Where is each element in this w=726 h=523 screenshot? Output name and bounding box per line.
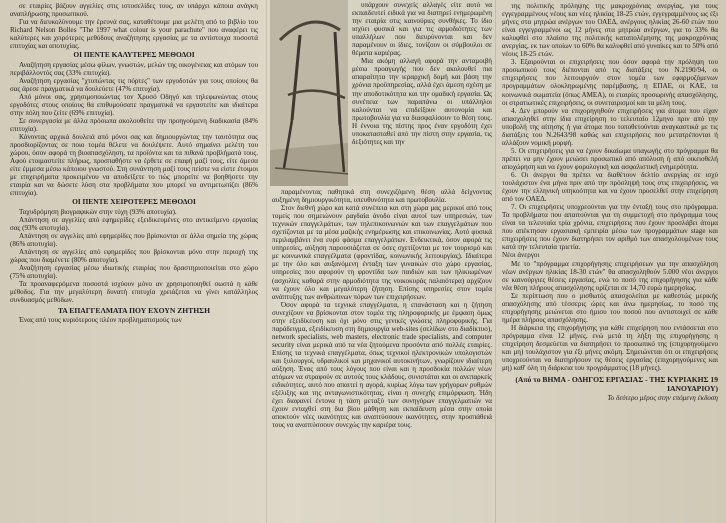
column-divider <box>266 0 267 523</box>
paragraph: Σε περίπτωση που ο μισθωτός απασχολείται με καθεστώς μερικής απασχόλησης από τέσσερις ώρες και άνω ημερησίως, το ποσό της επιχορήγησης μειώνεται στο ήμισυ του ποσού που αντιστοιχεί σε κάθε ημέρα πλήρους απασχόλησης. <box>502 291 718 324</box>
continued-note: Το δεύτερο μέρος στην επόμενη έκδοση <box>607 394 718 403</box>
new-unemployed-subheading: Νέοι άνεργοι <box>502 251 540 260</box>
paragraph: παραμένοντας παθητικά στη συνεχιζόμενη θέση αλλά δείχνοντας αυξημένη δημιουργικότητα, υπευθυνότητα και πρωτοβουλία. <box>272 188 492 205</box>
column-right <box>496 0 726 523</box>
paragraph: Με το "πρόγραμμα επιχορήγησης επιχειρήσεων για την απασχόληση νέων ανέργων ηλικίας 18-30 ετών" θα απασχοληθούν 5.000 νέοι άνεργοι σε καινούργιες θέσεις εργασίας, ενώ το ποσό της επιχορήγησης για κάθε νέα θέση πλήρους απασχόλησης ορίζεται σε 14,70 ευρώ ημερησίως. <box>502 259 718 292</box>
paragraph: 4. Δεν μπορούν να επιχορηγηθούν επιχειρήσεις για άτομα που είχαν απασχοληθεί στην ίδια επιχείρηση το τελευταίο 12μηνο πριν από την υποβολή της αίτησης ή για άτομα που τοποθετούνται αναγκαστικά με τις διατάξεις του Ν.2643/98 καθώς και επιχειρήσεις που μετατρέπονται ή αλλάζουν νομική μορφή. <box>502 106 718 147</box>
source-credit: (Από το ΒΗΜΑ - ΟΔΗΓΟΣ ΕΡΓΑΣΙΑΣ - ΤΗΣ ΚΥΡΙΑΚΗΣ 19 ΙΑΝΟΥΑΡΙΟΥ) <box>515 375 718 393</box>
paragraph: σε εταιρίες βάζουν αγγελίες στις ιστοσελίδες τους, αν υπάρχει κάποια ανάγκη αναπλήρωσης προσωπικού. <box>10 2 258 19</box>
list-item: Απάντηση σε αγγελίες από εφημερίδες εξειδικευμένες στο αντικείμενο εργασίας σας (93% αποτυχία). <box>10 215 258 232</box>
photo-overlay-text <box>348 0 494 186</box>
column-middle-text <box>270 186 494 523</box>
paragraph: Η διάρκεια της επιχορήγησης για κάθε επιχείρηση που εντάσσεται στο πρόγραμμα είναι 12 μήνες, ενώ μετά τη λήξη της επιχορήγησης η επιχείρηση δεσμεύεται να διατηρήσει το προσωπικό της (επιχορηγούμενο και μη) τουλάχιστον για έξι μήνες ακόμη. Σημειώνεται ότι οι επιχειρήσεις υποχρεούνται να διατηρήσουν τις θέσεις εργασίας (επιχορηγούμενες και μη) καθ' όλη τη διάρκεια του προγράμματος (18 μήνες). <box>502 323 718 373</box>
list-item: Σε συνεργασία με άλλα πρόσωπα ακολουθείτε την προηγούμενη διαδικασία (84% επιτυχία). <box>10 117 258 134</box>
paragraph: Τα προαναφερόμενα ποσοστά ισχύουν μόνο αν χρησιμοποιηθεί σωστά η κάθε μέθοδος. Για την μεγαλύτερη δυνατή επιτυχία χρειάζεται να γίνει κατάλληλος συνδυασμός μεθόδων. <box>10 280 258 305</box>
best-methods-heading: ΟΙ ΠΕΝΤΕ ΚΑΛΥΤΕΡΕΣ ΜΕΘΟΔΟΙ <box>73 50 195 60</box>
paragraph: 6. Οι άνεργοι θα πρέπει να διαθέτουν δελτίο ανεργίας σε ισχύ τουλάχιστον ένα μήνα πριν από την πρόσληψή τους στις επιχειρήσεις, να έχουν την ελληνική υπηκοότητα και να έχουν προσελθεί στην επιχείρηση από τον ΟΑΕΔ. <box>502 170 718 204</box>
list-item: Απάντηση σε αγγελίες από εφημερίδες που βρίσκονται μόνο στην περιοχή της χώρας που διαμένετε (80% αποτυχία). <box>10 248 258 265</box>
photo <box>270 0 494 186</box>
list-item: Αναζήτηση εργασίας μέσω φίλων, γνωστών, μελών της οικογένειας και ατόμων του περιβάλλοντός σας (33% επιτυχία). <box>10 60 258 77</box>
paragraph: Όσον αφορά τα τεχνικά επαγγέλματα, η επανάσταση και η ζήτηση συνεχίζουν να βρίσκονται στον τομέα της πληροφορικής με έμφαση όμως στην εξειδίκευση και όχι μόνο στις γενικές γνώσεις πληροφορικής. Για παράδειγμα, εξειδίκευση στη δημιουργία web-sites (σελίδων στο διαδίκτυο), network specialists, web masters, electronic trade specialists, and computer security είναι μερικά από τα νέα ζητούμενα προσόντα από πολλές εταιρίες. Επίσης τα τεχνικά επαγγέλματα, όπως τεχνικοί ηλεκτρονικών υπολογιστών και ξυλουργοί, υδραυλικοί και μηχανικοί αυτοκινήτων, γνωρίζουν ιδιαίτερη αύξηση. Ένας από τους λόγους που είναι και η προσδοκία πολλών νέων ατόμων να στραφούν σε αυτούς τους κλάδους, συνιστάται και οι ανεπαρκείς ειδικότητες, αυτό που απαιτεί η αγορά, κυρίως λόγω των γρήγορων ρυθμών εξέλιξης και της ανταγωνιστικότητας, είναι η συνεχής επιμόρφωση. Ήδη έχει διαφανεί έντονα η τάση μεταξύ των συνηγόρων επαγγελματιών να έχουν ενταχθεί στη δια βίου μάθηση και εκπαίδευση μέσα στην οποία αποκτούν νέες ικανότητες και αναπτύσσουν ικανότητες, στην προσπάθειά τους να αναπτύσσουν συνεχώς την καριέρα τους. <box>272 300 492 430</box>
list-item: Από μόνοι σας, χρησιμοποιώντας τον Χρυσό Οδηγό και τηλεφωνώντας στους εργοδότες στους οποίους θα επιθυμούσατε πραγματικά να εργαστείτε και ιδιαίτερα στην πόλη που ζείτε (69% επιτυχία). <box>10 92 258 117</box>
in-demand-heading: ΤΑ ΕΠΑΓΓΕΛΜΑΤΑ ΠΟΥ ΕΧΟΥΝ ΖΗΤΗΣΗ <box>57 306 211 316</box>
column-left <box>0 0 264 523</box>
list-item: Κάνοντας αρχικά δουλειά από μόνοι σας και δημιουργώντας την ταυτότητα σας προσδιορίζοντας σε ποιο τομέα θέλετε να δουλέψετε. Αυτό σημαίνει μελέτη του χώρου, όσον αφορά τη βιοαπασχόληση, τα προϊόντα και τα πιθανά προβλήματά τους. Αφού ετοιμαστείτε πλήρως, προσπαθήστε να έρθετε σε επαφή μαζί τους, είτε άμεσα είτε έμμεσα μέσω κάποιου γνωστού. Στη συνάντηση μαζί τους πείστε να είστε έτοιμοι με επιχειρήματα προκειμένου να αποδείξετε το πώς μπορείτε να βοηθήσετε την εταιρία και να δώσετε λύση στα προβλήματα που μπορεί να αντιμετωπίζει (86% επιτυχία). <box>10 133 258 198</box>
paragraph: Στον διεθνή χώρο και κατά συνέπεια και στη χώρα μας μερικοί από τους τομείς που σημειώνουν ραγδαία άνοδο είναι αυτοί των υπηρεσιών, των τεχνικών επαγγελμάτων, των τηλεπικοινωνιών και των επαγγελμάτων που σχετίζονται με τα μέσα μαζικής ενημέρωσης και επικοινωνίας. Αυτό φυσικά περιλαμβάνει ένα ευρύ φάσμα επαγγελμάτων. Ενδεικτικά, όσον αφορά τις υπηρεσίες, αύξηση παρουσιάζεται σε όσες σχετίζονται με τον τουρισμό και με κοινωνικά επαγγέλματα (φροντίδας, κοινωνικής λειτουργίας). Ιδιαίτερα με την όλο και αυξανόμενη ένταξη των γυναικών στο χώρο εργασίας, υπηρεσίες που αφορούν τη φροντίδα των παιδιών και των ηλικιωμένων (ασχολίες καθαρά στην αρμοδιότητα της νοικοκυράς παλαιότερα) αρχίζουν να έχουν όλο και μεγαλύτερη ζήτηση. Επίσης υπηρεσίες στον τομέα ανάπτυξης των ανθρώπινων πόρων των επιχειρήσεων. <box>272 204 492 301</box>
paragraph: 7. Οι επιχειρήσεις υποχρεούνται για την ένταξή τους στο πρόγραμμα. Τα προβλήματα που απαιτούνται για τη συμμετοχή στο πρόγραμμα τους είναι τα τελευταία τρία χρόνια, επιχειρήσεις που έχουν προσλάβει άτομα που απέκτησαν εργασιακή εμπειρία μέσω των προγραμμάτων stage και επιχειρήσεις που έχουν διατηρήσει τον αριθμό των απασχολουμένων τους κατά την τελευταία τριετία. <box>502 203 718 252</box>
paragraph: Για να διευκολύνουμε την έρευνά σας, καταθέτουμε μια μελέτη από το βιβλίο του Richard Nelson Bolles "The 1997 what colour is your parachute" που αναφέρει τις καλύτερες και χειρότερες μεθόδους αναζήτησης εργασίας με τα αντίστοιχα ποσοστά επιτυχίας και αποτυχίας. <box>10 18 258 51</box>
list-item: Ταχυδρόμηση βιογραφικών στην τύχη (93% αποτυχία). <box>19 207 177 216</box>
column-middle <box>270 0 494 523</box>
worst-methods-heading: ΟΙ ΠΕΝΤΕ ΧΕΙΡΟΤΕΡΕΣ ΜΕΘΟΔΟΙ <box>72 197 196 207</box>
list-item: Απάντηση σε αγγελίες από εφημερίδες που βρίσκονται σε άλλα σημεία της χώρας (86% αποτυχία). <box>10 232 258 249</box>
paragraph: υπάρχουν συνεχείς αλλαγές είτε αυτό να εκπαιδευτεί ειδικά για να διατηρεί ενημερωμένη την εταιρία στις καινούριες συνθήκες. Το ίδιο ισχύει φυσικά και για τις αρμοδιότητες των υπαλλήλων που διευρύνονται και δεν παραμένουν οι ίδιες, τονίζουν οι σύμβουλοι σε θέματα καριέρας. <box>352 1 492 58</box>
list-item: Αναζήτηση εργασίας μέσω ιδιωτικής εταιρίας που δραστηριοποιείται στο χώρο (75% αποτυχία). <box>10 264 258 281</box>
paragraph: Μια ακόμη αλλαγή αφορά την ανταμοιβή μέσω προαγωγής που δεν ακολουθεί πια απαραίτητα την ιεραρχική δομή και βάση την χρόνια προϋπηρεσίας, αλλά έχει άμεση σχέση με την αποδοτικότητα και την ομαδική εργασία. Ως συνέπεια των παραπάνω οι υπάλληλοι καλούνται να επιδείξουν αυτονομία και πρωτοβουλία για να διασφαλίσουν το θέση τους. Η έννοια της πίστης προς έναν εργοδότη έχει υποκατασταθεί από την πίστη στην εργασία, τις δεξιότητες και την <box>352 57 492 146</box>
paragraph: της πολιτικής πρόληψης της μακροχρόνιας ανεργίας, για τους εγγεγραμμένους νέους και νέες ηλικίας 18-25 ετών, εγγεγραμμένους ως έξι μήνες στα μητρώα ανέργων του ΟΑΕΔ, ανέργους ηλικίας 26-60 ετών που είναι εγγεγραμμένοι ως 12 μήνες στα μητρώα ανέργων, για το 33% θα καλυφθεί στο πλαίσιο της πολιτικής καταπολέμησης της μακροχρόνιας ανεργίας, εκ των οποίων το 60% θα καλυφθεί από γυναίκες και το 50% από νέους 18-25 ετών. <box>502 2 718 59</box>
paragraph: 5. Οι επιχειρήσεις για να έχουν δικαίωμα υπαγωγής στο πρόγραμμα θα πρέπει να μην έχουν μειώσει προσωπικό από απόλυση ή από οικειοθελή αποχώρηση και να έχουν φορολογική και ασφαλιστική ενημερότητα. <box>502 146 718 171</box>
list-item: Αναζήτηση εργασίας "χτυπώντας τις πόρτες" των εργοδοτών για τους οποίους θα σας άρεσε πραγματικά να δουλεύετε (47% επιτυχία). <box>10 76 258 93</box>
paragraph: Ένας από τους κυριότερους πλέον προβληματισμούς των <box>19 316 182 325</box>
paragraph: 3. Εξαιρούνται οι επιχειρήσεις που όσον αφορά την πρόληψη του προσωπικού τους διέπονται από τις διατάξεις του Ν.2190/94, οι επιχειρήσεις που λειτουργούν στον τομέα των εφαρμοζόμενων προγραμμάτων ολοκληρωμένης παρέμβασης, η ΕΠΑΕ, οι ΚΑΕ, τα κοινωνικά σωματεία (όπως ΑΜΕΑ), οι εταιρίες προσωρινής απασχόλησης, οι στρατιωτικές επιχειρήσεις, οι συνεταιρισμοί και τα μέλη τους. <box>502 58 718 107</box>
